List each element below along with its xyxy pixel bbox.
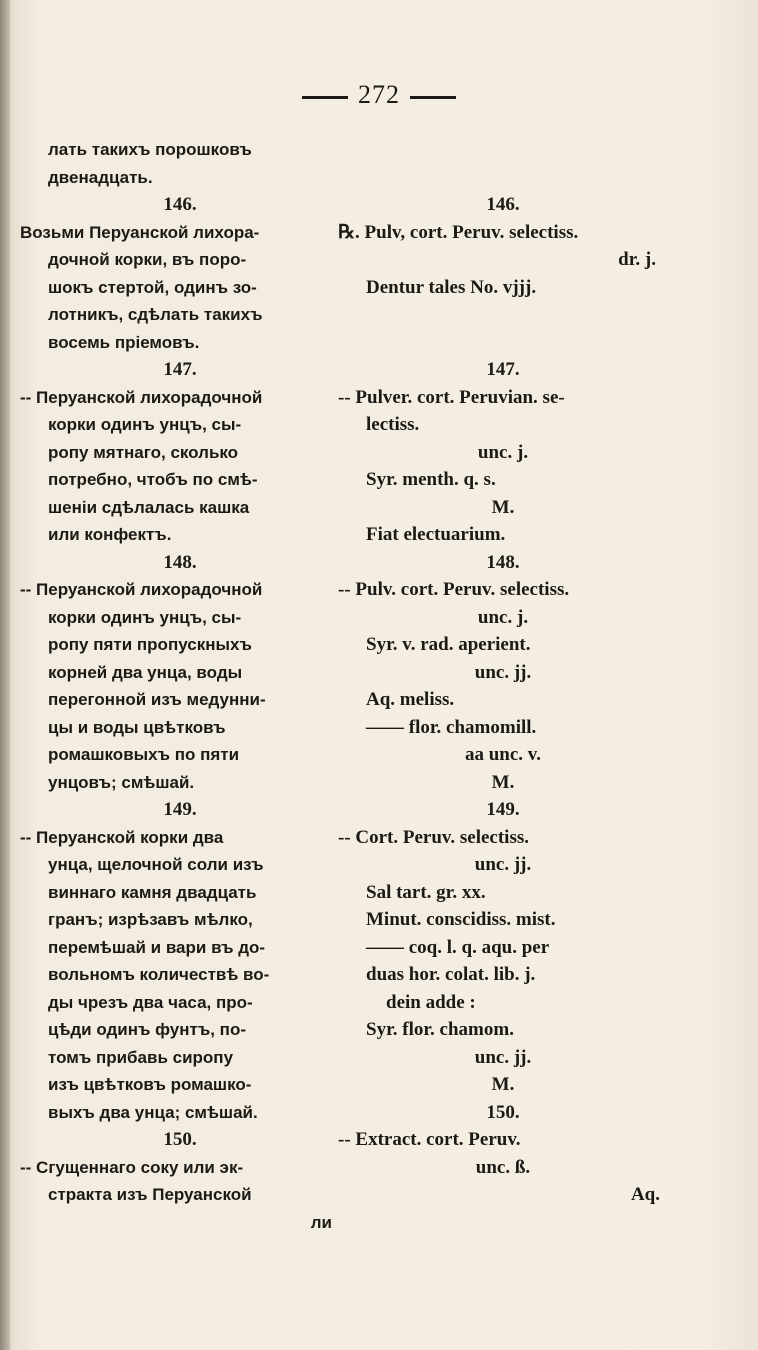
la-line: -- Pulver. cort. Peruvian. se- [338, 386, 565, 408]
la-line: Syr. flor. chamom. [366, 1019, 514, 1040]
ru-line: корки одинъ унцъ, сы- [48, 607, 242, 627]
ru-line: унца, щелочной соли изъ [48, 855, 264, 874]
la-line: Syr. v. rad. aperient. [366, 634, 531, 655]
ru-recipe-number: 149. [163, 799, 197, 820]
la-line: —— flor. chamomill. [366, 716, 537, 738]
ru-recipe-number: 147. [163, 359, 197, 380]
la-line: M. [491, 771, 515, 793]
la-recipe-number: 148. [486, 551, 520, 573]
page-spine-shadow [0, 0, 10, 1350]
la-line: —— coq. l. q. aqu. per [366, 936, 550, 958]
ru-line: восемь пріемовъ. [48, 332, 200, 352]
ru-line: ропу мятнаго, сколько [48, 442, 239, 462]
la-line: duas hor. colat. lib. j. [366, 964, 536, 985]
ru-line: корки одинъ унцъ, сы- [48, 415, 242, 434]
ru-line: ды чрезъ два часа, про- [48, 992, 253, 1012]
la-line: dr. j. [618, 249, 656, 270]
ru-line: ромашковыхъ по пяти [48, 745, 240, 764]
ru-line: Возьми Перуанской лихора- [20, 222, 260, 242]
la-line: Dentur tales No. vjjj. [366, 276, 537, 298]
la-line: M. [491, 496, 515, 518]
ru-recipe-number: 150. [163, 1129, 197, 1150]
la-recipe-number: 149. [486, 799, 520, 820]
ru-line: вольномъ количествѣ во- [48, 965, 270, 984]
la-line: unc. jj. [474, 854, 532, 875]
latin-column [338, 136, 668, 1209]
la-line: Aq. meliss. [366, 689, 455, 710]
la-recipe-number: 147. [486, 359, 520, 380]
la-spacer [338, 329, 668, 357]
ru-line: потребно, чтобъ по смѣ- [48, 470, 258, 489]
la-spacer [338, 164, 668, 192]
la-line: unc. jj. [474, 1046, 532, 1068]
la-line: unc. j. [477, 606, 529, 628]
la-line: -- Pulv. cort. Peruv. selectiss. [338, 579, 570, 600]
ru-line: дочной корки, въ поро- [48, 250, 247, 269]
la-line: unc. j. [477, 441, 529, 463]
la-line: Minut. conscidiss. mist. [366, 909, 556, 930]
ru-line: шеніи сдѣлалась кашка [48, 497, 250, 517]
la-spacer [338, 301, 668, 329]
ru-line: томъ прибавь сиропу [48, 1047, 234, 1067]
ru-line: корней два унца, воды [48, 662, 243, 682]
ru-line: -- Перуанской лихорадочной [20, 387, 263, 407]
russian-column [20, 136, 340, 1236]
ru-recipe-number: 146. [163, 194, 197, 215]
la-line: Fiat electuarium. [366, 524, 506, 545]
ru-line: шокъ стертой, одинъ зо- [48, 277, 257, 297]
la-line: dein adde : [386, 991, 476, 1013]
ru-recipe-number: 148. [163, 551, 197, 573]
ru-line: ропу пяти пропускныхъ [48, 635, 252, 654]
la-line: lectiss. [366, 414, 420, 435]
ru-line: выхъ два унца; смѣшай. [48, 1102, 258, 1122]
ru-line: перемѣшай и вари въ до- [48, 937, 266, 957]
ru-line: -- Сгущеннаго соку или эк- [20, 1157, 244, 1177]
ru-line: цѣди одинъ фунтъ, по- [48, 1020, 246, 1039]
la-recipe-number: 150. [486, 1101, 520, 1123]
la-recipe-number: 146. [486, 194, 520, 215]
ru-line: цы и воды цвѣтковъ [48, 717, 226, 737]
page-header [0, 80, 758, 116]
ru-line: стракта изъ Перуанской [48, 1185, 252, 1204]
ru-line: виннаго камня двадцать [48, 882, 257, 902]
ru-line: гранъ; изрѣзавъ мѣлко, [48, 910, 253, 929]
la-line: ℞. Pulv, cort. Peruv. selectiss. [338, 221, 579, 243]
la-line: -- Cort. Peruv. selectiss. [338, 826, 529, 848]
ru-intro-line: лать такихъ порошковъ [48, 140, 252, 159]
la-line: M. [491, 1074, 515, 1095]
ru-line: унцовъ; смѣшай. [48, 772, 195, 792]
la-spacer [338, 136, 668, 164]
ru-catchword: ли [310, 1212, 332, 1232]
la-line: Sal tart. gr. xx. [366, 881, 486, 903]
header-dash-left [302, 96, 348, 99]
la-line: -- Extract. cort. Peruv. [338, 1129, 521, 1150]
ru-line: -- Перуанской корки два [20, 827, 224, 847]
la-line: Syr. menth. q. s. [366, 469, 496, 490]
ru-line: перегонной изъ медунни- [48, 690, 266, 709]
ru-line: лотникъ, сдѣлать такихъ [48, 305, 263, 324]
header-dash-right [410, 96, 456, 99]
ru-line: -- Перуанской лихорадочной [20, 580, 263, 599]
la-line: unc. ß. [475, 1156, 531, 1178]
la-line: aa unc. v. [464, 744, 542, 765]
la-catchword: Aq. [630, 1184, 660, 1205]
ru-intro-line: двенадцать. [48, 167, 153, 187]
ru-line: или конфектъ. [48, 525, 172, 544]
ru-line: изъ цвѣтковъ ромашко- [48, 1075, 252, 1094]
page-number: 272 [358, 80, 400, 109]
la-line: unc. jj. [474, 661, 532, 683]
